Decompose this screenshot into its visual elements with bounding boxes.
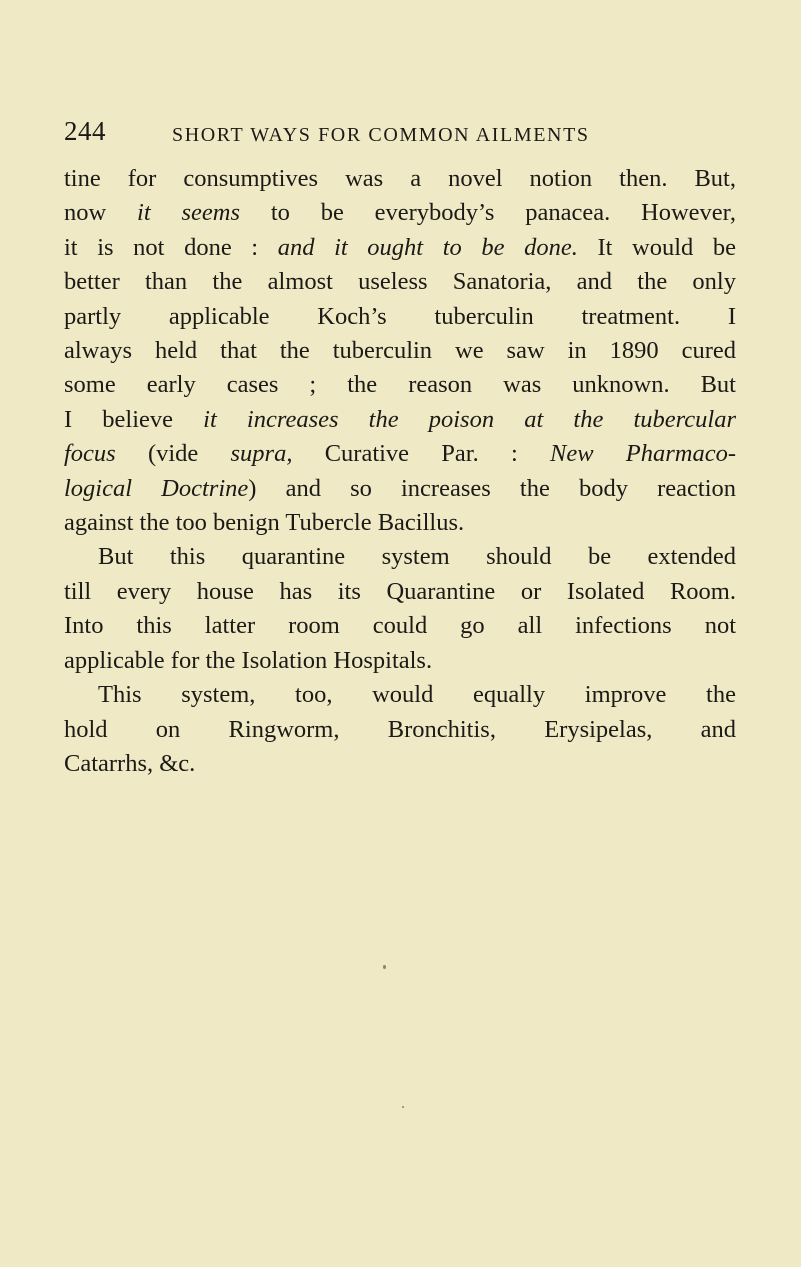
text-run: always held that the tuberculin we saw in 1890 cured xyxy=(64,337,736,365)
text-run: ) and so increases the body reaction xyxy=(248,474,736,502)
text-run: some early cases ; the reason was unknown. But xyxy=(64,371,736,399)
text-run: hold on Ringworm, Bronchitis, Erysipelas, and xyxy=(64,715,736,743)
italic-text: logical Doctrine xyxy=(64,474,249,502)
text-line xyxy=(64,334,736,368)
text-run: Into this latter room could go all infections not xyxy=(64,612,736,640)
text-line xyxy=(64,403,736,437)
italic-text: and it ought to be done. xyxy=(277,233,578,261)
text-line xyxy=(64,162,736,196)
text-run: Curative Par. : xyxy=(292,440,550,468)
text-run: I believe xyxy=(64,405,204,433)
text-line xyxy=(64,713,736,747)
text-run: partly applicable Koch’s tuberculin treatment. I xyxy=(64,302,736,330)
text-run: tine for consumptives was a novel notion then. But, xyxy=(64,165,736,192)
paper-speck xyxy=(402,1106,404,1108)
text-line xyxy=(64,368,736,402)
text-run: till every house has its Quarantine or Isolated Room. xyxy=(64,577,736,605)
text-run: (vide xyxy=(115,440,231,468)
text-line xyxy=(64,644,736,678)
text-line xyxy=(64,265,736,299)
text-line xyxy=(64,196,736,230)
text-run: against the too benign Tubercle Bacillus. xyxy=(64,509,465,537)
text-run: applicable for the Isolation Hospitals. xyxy=(64,646,433,674)
text-line xyxy=(64,575,736,609)
text-line xyxy=(64,231,736,265)
italic-text: it seems xyxy=(137,199,240,227)
text-run: It would be xyxy=(577,233,736,261)
page-number: 244 xyxy=(64,116,106,146)
text-run: now xyxy=(64,199,138,227)
text-line xyxy=(64,609,736,643)
text-run: to be everybody’s panacea. However, xyxy=(239,199,736,227)
text-line xyxy=(64,540,736,574)
italic-text: New Pharmaco- xyxy=(549,440,736,468)
text-line xyxy=(64,437,736,471)
text-line xyxy=(64,506,736,540)
text-run: Catarrhs, &c. xyxy=(64,749,196,777)
text-run: But this quarantine system should be extended xyxy=(98,543,736,571)
paper-speck xyxy=(383,965,386,969)
text-line xyxy=(64,472,736,506)
italic-text: supra, xyxy=(230,440,293,468)
text-line xyxy=(64,678,736,712)
italic-text: focus xyxy=(64,440,116,468)
text-run: This system, too, would equally improve the xyxy=(98,681,736,709)
running-head: SHORT WAYS FOR COMMON AILMENTS xyxy=(172,124,590,146)
italic-text: it increases the poison at the tubercular xyxy=(203,405,736,433)
body-text xyxy=(64,162,736,781)
text-line xyxy=(64,747,736,781)
text-line xyxy=(64,300,736,334)
text-run: better than the almost useless Sanatoria, and the only xyxy=(64,268,736,296)
text-run: it is not done : xyxy=(64,233,278,261)
